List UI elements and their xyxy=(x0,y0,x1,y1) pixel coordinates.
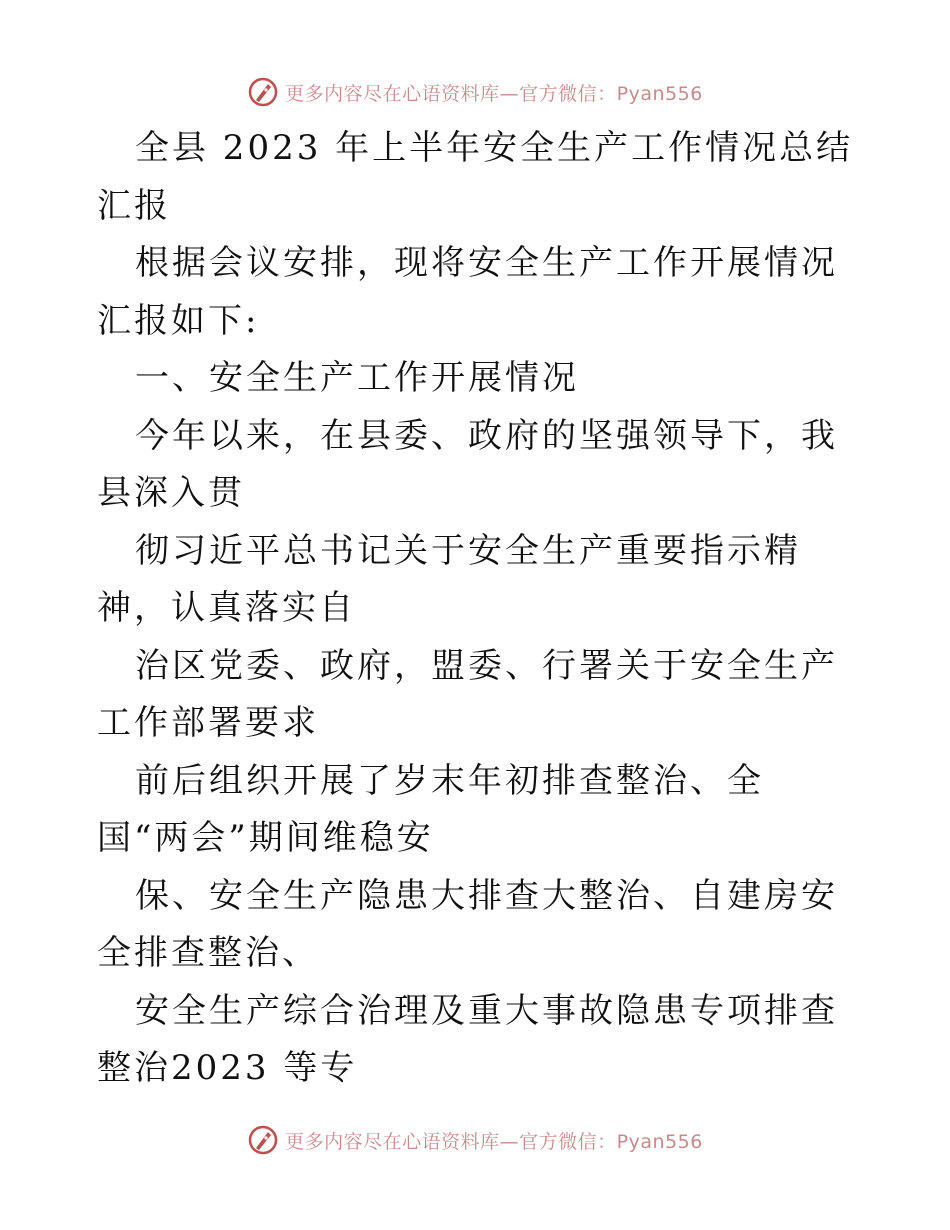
paragraph: 安全生产综合治理及重大事故隐患专项排查整治2023 等专 xyxy=(97,990,838,1088)
watermark-text: 更多内容尽在心语资料库—官方微信：Pyan556 xyxy=(285,1130,703,1153)
pen-nib-logo-icon xyxy=(247,76,279,108)
paragraph: 治区党委、政府，盟委、行署关于安全生产工作部署要求 xyxy=(97,645,838,743)
watermark-footer xyxy=(0,1120,950,1160)
paragraph: 今年以来，在县委、政府的坚强领导下，我县深入贯 xyxy=(97,415,838,513)
paragraph: 根据会议安排，现将安全生产工作开展情况汇报如下: xyxy=(97,243,838,341)
section-heading: 一、安全生产工作开展情况 xyxy=(135,358,579,398)
watermark-header xyxy=(0,72,950,112)
document-body xyxy=(97,120,857,1098)
watermark-text: 更多内容尽在心语资料库—官方微信：Pyan556 xyxy=(285,82,703,105)
paragraph: 保、安全生产隐患大排查大整治、自建房安全排查整治、 xyxy=(97,875,838,973)
paragraph: 彻习近平总书记关于安全生产重要指示精神，认真落实自 xyxy=(97,530,801,628)
pen-nib-logo-icon xyxy=(247,1124,279,1156)
paragraph: 前后组织开展了岁末年初排查整治、全国“两会”期间维稳安 xyxy=(97,760,764,858)
document-title: 全县 2023 年上半年安全生产工作情况总结汇报 xyxy=(97,128,854,226)
